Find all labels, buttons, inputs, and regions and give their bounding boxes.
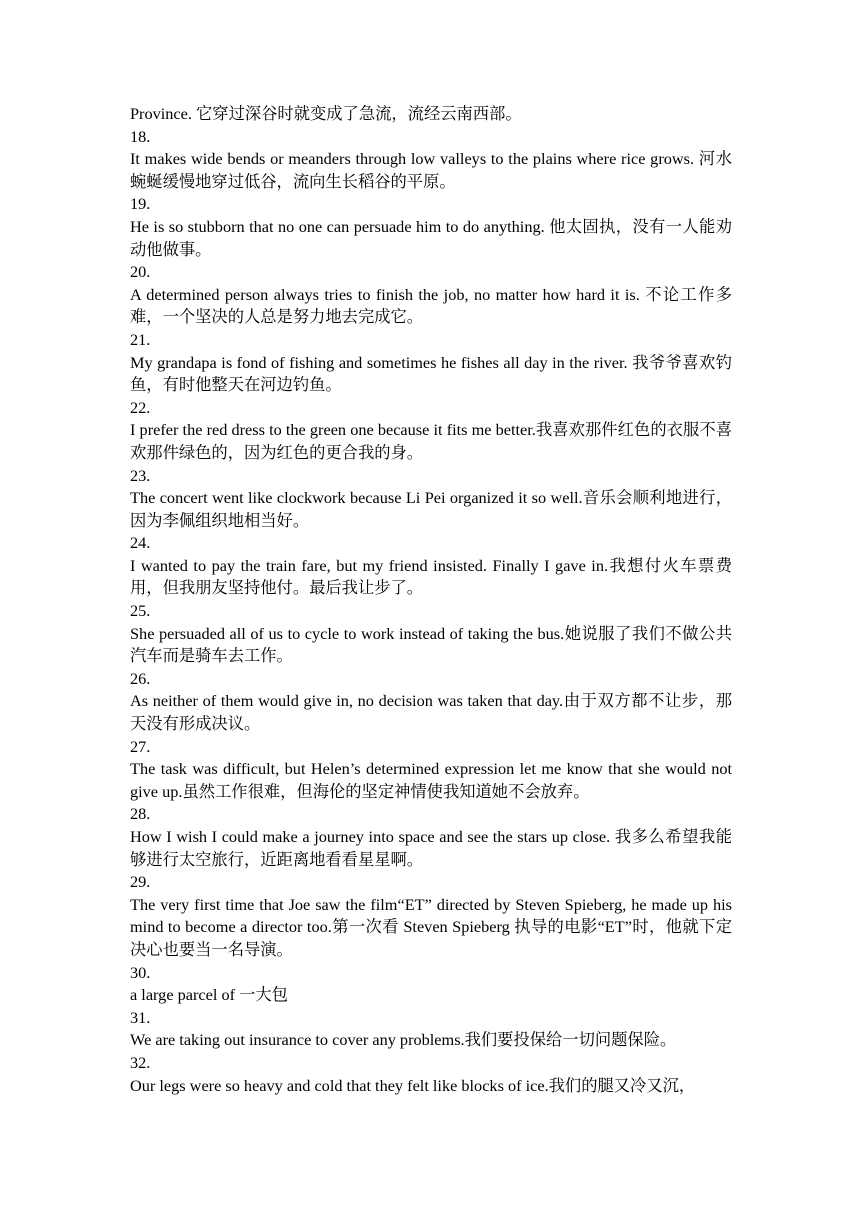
item-number-32: 32. [130, 1052, 151, 1072]
item-number-21: 21. [130, 329, 151, 349]
document-body [130, 103, 732, 1097]
item-number-25: 25. [130, 601, 151, 621]
sentence-24: I wanted to pay the train fare, but my friend insisted. Finally I gave in.我想付火车票费用，但我朋友坚持他付。最后我让步了。 [130, 555, 732, 598]
item-number-28: 28. [130, 804, 151, 824]
item-number-22: 22. [130, 397, 151, 417]
item-number-19: 19. [130, 194, 151, 214]
sentence-25: She persuaded all of us to cycle to work instead of taking the bus.她说服了我们不做公共汽车而是骑车去工作。 [130, 623, 732, 666]
sentence-17-cont: Province. 它穿过深谷时就变成了急流，流经云南西部。 [130, 104, 522, 123]
sentence-28: How I wish I could make a journey into space and see the stars up close. 我多么希望我能够进行太空旅行，近距离地看看星星啊。 [130, 827, 732, 869]
sentence-32: Our legs were so heavy and cold that they felt like blocks of ice.我们的腿又冷又沉， [130, 1075, 696, 1095]
sentence-20: A determined person always tries to finish the job, no matter how hard it is. 不论工作多难，一个坚决的人总是努力地去完成它。 [130, 284, 732, 327]
sentence-31: We are taking out insurance to cover any problems.我们要投保给一切问题保险。 [130, 1030, 677, 1050]
item-number-30: 30. [130, 962, 151, 982]
sentence-21: My grandapa is fond of fishing and sometimes he fishes all day in the river. 我爷爷喜欢钓鱼，有时他整天在河边钓鱼。 [130, 352, 732, 395]
item-number-27: 27. [130, 736, 151, 756]
item-number-18: 18. [130, 126, 151, 146]
sentence-26: As neither of them would give in, no decision was taken that day.由于双方都不让步，那天没有形成决议。 [130, 691, 732, 734]
sentence-30: a large parcel of 一大包 [130, 985, 288, 1005]
sentence-29: The very first time that Joe saw the film“ET” directed by Steven Spieberg, he made up his mind to become a director too.第一次看 Steven Spieberg 执导的电影“ET”时，他就下定决心也要当一名导演。 [130, 894, 732, 959]
sentence-18: It makes wide bends or meanders through low valleys to the plains where rice grows. 河水蜿蜒缓慢地穿过低谷，流向生长稻谷的平原。 [130, 149, 732, 191]
sentence-19: He is so stubborn that no one can persuade him to do anything. 他太固执，没有一人能劝动他做事。 [130, 216, 732, 259]
sentence-23: The concert went like clockwork because Li Pei organized it so well.音乐会顺利地进行，因为李佩组织地相当好。 [130, 488, 732, 530]
item-number-24: 24. [130, 533, 151, 553]
item-number-26: 26. [130, 668, 151, 688]
item-number-20: 20. [130, 262, 151, 282]
sentence-27: The task was difficult, but Helen’s determined expression let me know that she would not give up.虽然工作很难，但海伦的坚定神情使我知道她不会放弃。 [130, 759, 732, 801]
sentence-22: I prefer the red dress to the green one because it fits me better.我喜欢那件红色的衣服不喜欢那件绿色的，因为红色的更合我的身。 [130, 420, 732, 462]
item-number-29: 29. [130, 872, 151, 892]
item-number-23: 23. [130, 465, 151, 485]
item-number-31: 31. [130, 1007, 151, 1027]
